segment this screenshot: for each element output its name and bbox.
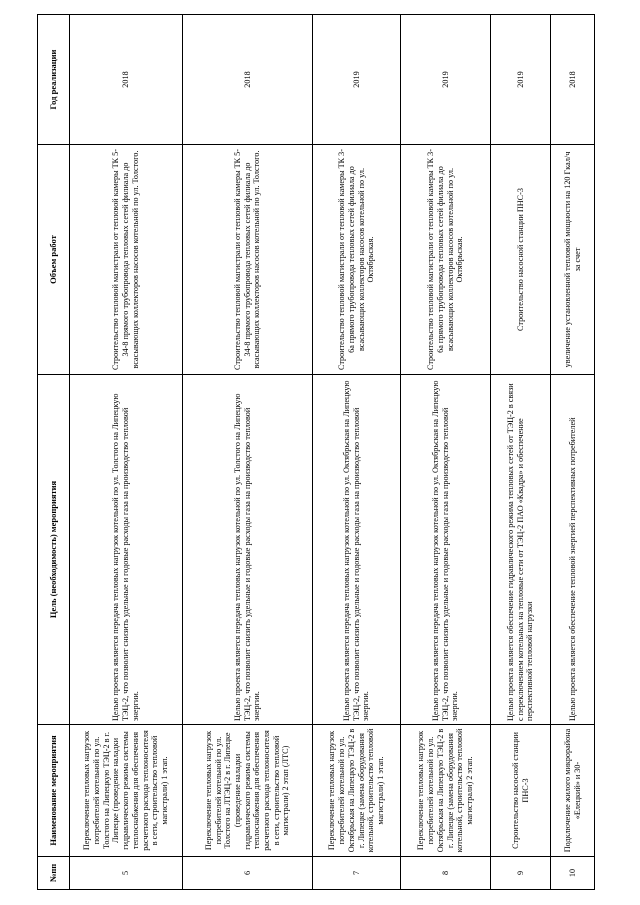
- row-num: 10: [551, 857, 595, 890]
- row-year: 2018: [70, 15, 183, 145]
- row-num: 8: [401, 857, 491, 890]
- table-row: [183, 15, 313, 890]
- row-name: Переключение тепловых нагрузок потребителей котельной по ул. Октябрьская на Липецкую ТЭЦ-2 в г. Липецке (замена оборудования котельной, строительство тепловой магистрали) 1 этап.: [313, 725, 401, 857]
- header-name: Наименование мероприятия: [38, 725, 70, 857]
- row-scope: Строительство тепловой магистрали от тепловой камеры ТК 5-34-8 прямого трубопровода тепловых сетей филиала до всасывающих коллекторов насосов котельной по ул. Толстого.: [70, 145, 183, 375]
- row-num: 7: [313, 857, 401, 890]
- row-year: 2019: [313, 15, 401, 145]
- table-row: [70, 15, 183, 890]
- row-name: Переключение тепловых нагрузок потребителей котельной по ул. Толстого на ЛТЭЦ-2 в г. Липецке (проведение наладки гидравлического режима системы теплоснабжения для обеспечения расчетного расхода теплоносителя в сети, строительство тепловой магистрали) 2 этап (ЛТС): [183, 725, 313, 857]
- table-row: [491, 15, 551, 890]
- row-goal: Целью проекта является передача тепловых нагрузок котельной по ул. Октябрьская на Липецкую ТЭЦ-2, что позволит снизить удельные и годовые расходы газа на производство тепловой энергии.: [401, 375, 491, 725]
- table-row: [401, 15, 491, 890]
- row-num: 5: [70, 857, 183, 890]
- row-name: Переключение тепловых нагрузок потребителей котельной по ул. Толстого на Липецкую ТЭЦ-2 в г. Липецке (проведение наладки гидравлического режима системы теплоснабжения для обеспечения расчетного расхода теплоносителя в сети, строительство тепловой магистрали) 1 этап.: [70, 725, 183, 857]
- header-year: Год реализации: [38, 15, 70, 145]
- row-scope: Строительство тепловой магистрали от тепловой камеры ТК 3-6а прямого трубопровода тепловых сетей филиала до всасывающих коллекторов насосов котельной по ул. Октябрьская.: [401, 145, 491, 375]
- rotated-page: [37, 15, 594, 890]
- row-num: 6: [183, 857, 313, 890]
- header-num: №пп: [38, 857, 70, 890]
- measures-table: [37, 14, 595, 890]
- row-name: Переключение тепловых нагрузок потребителей котельной по ул. Октябрьская на Липецкую ТЭЦ-2 в г. Липецке (замена оборудования котельной, строительство тепловой магистрали) 2 этап.: [401, 725, 491, 857]
- table-row: [313, 15, 401, 890]
- row-scope: Строительство тепловой магистрали от тепловой камеры ТК 5-34-8 прямого трубопровода тепловых сетей филиала до всасывающих коллекторов насосов котельной по ул. Толстого.: [183, 145, 313, 375]
- row-scope: Строительство насосной станции ПНС-3: [491, 145, 551, 375]
- table-header-row: [38, 15, 70, 890]
- row-goal: Целью проекта является обеспечение гидравлического режима тепловых сетей от ТЭЦ-2 в связи с переключением котельных на тепловые сети от ТЭЦ-2 ПАО «Квадра» и обеспечение перспективной тепловой нагрузки: [491, 375, 551, 725]
- header-goal: Цель (необходимость) мероприятия: [38, 375, 70, 725]
- table-row: [551, 15, 595, 890]
- row-scope: увеличение установленной тепловой мощности на 120 Гкал/ч за счет: [551, 145, 595, 375]
- row-year: 2018: [551, 15, 595, 145]
- row-num: 9: [491, 857, 551, 890]
- row-goal: Целью проекта является передача тепловых нагрузок котельной по ул. Толстого на Липецкую ТЭЦ-2, что позволит снизить удельные и годовые расходы газа на производство тепловой энергии.: [70, 375, 183, 725]
- row-goal: Целью проекта является передача тепловых нагрузок котельной по ул. Толстого на Липецкую ТЭЦ-2, что позволит снизить удельные и годовые расходы газа на производство тепловой энергии.: [183, 375, 313, 725]
- row-name: Строительство насосной станции ПНС-3: [491, 725, 551, 857]
- row-year: 2019: [401, 15, 491, 145]
- header-scope: Объем работ: [38, 145, 70, 375]
- row-year: 2018: [183, 15, 313, 145]
- row-scope: Строительство тепловой магистрали от тепловой камеры ТК 3-6а прямого трубопровода тепловых сетей филиала до всасывающих коллекторов насосов котельной по ул. Октябрьская.: [313, 145, 401, 375]
- row-goal: Целью проекта является обеспечение тепловой энергией перспективных потребителей: [551, 375, 595, 725]
- row-year: 2019: [491, 15, 551, 145]
- row-goal: Целью проекта является передача тепловых нагрузок котельной по ул. Октябрьская на Липецкую ТЭЦ-2, что позволит снизить удельные и годовые расходы газа на производство тепловой энергии.: [313, 375, 401, 725]
- row-name: Подключение жилого микрорайона «Елецкий» и 30-: [551, 725, 595, 857]
